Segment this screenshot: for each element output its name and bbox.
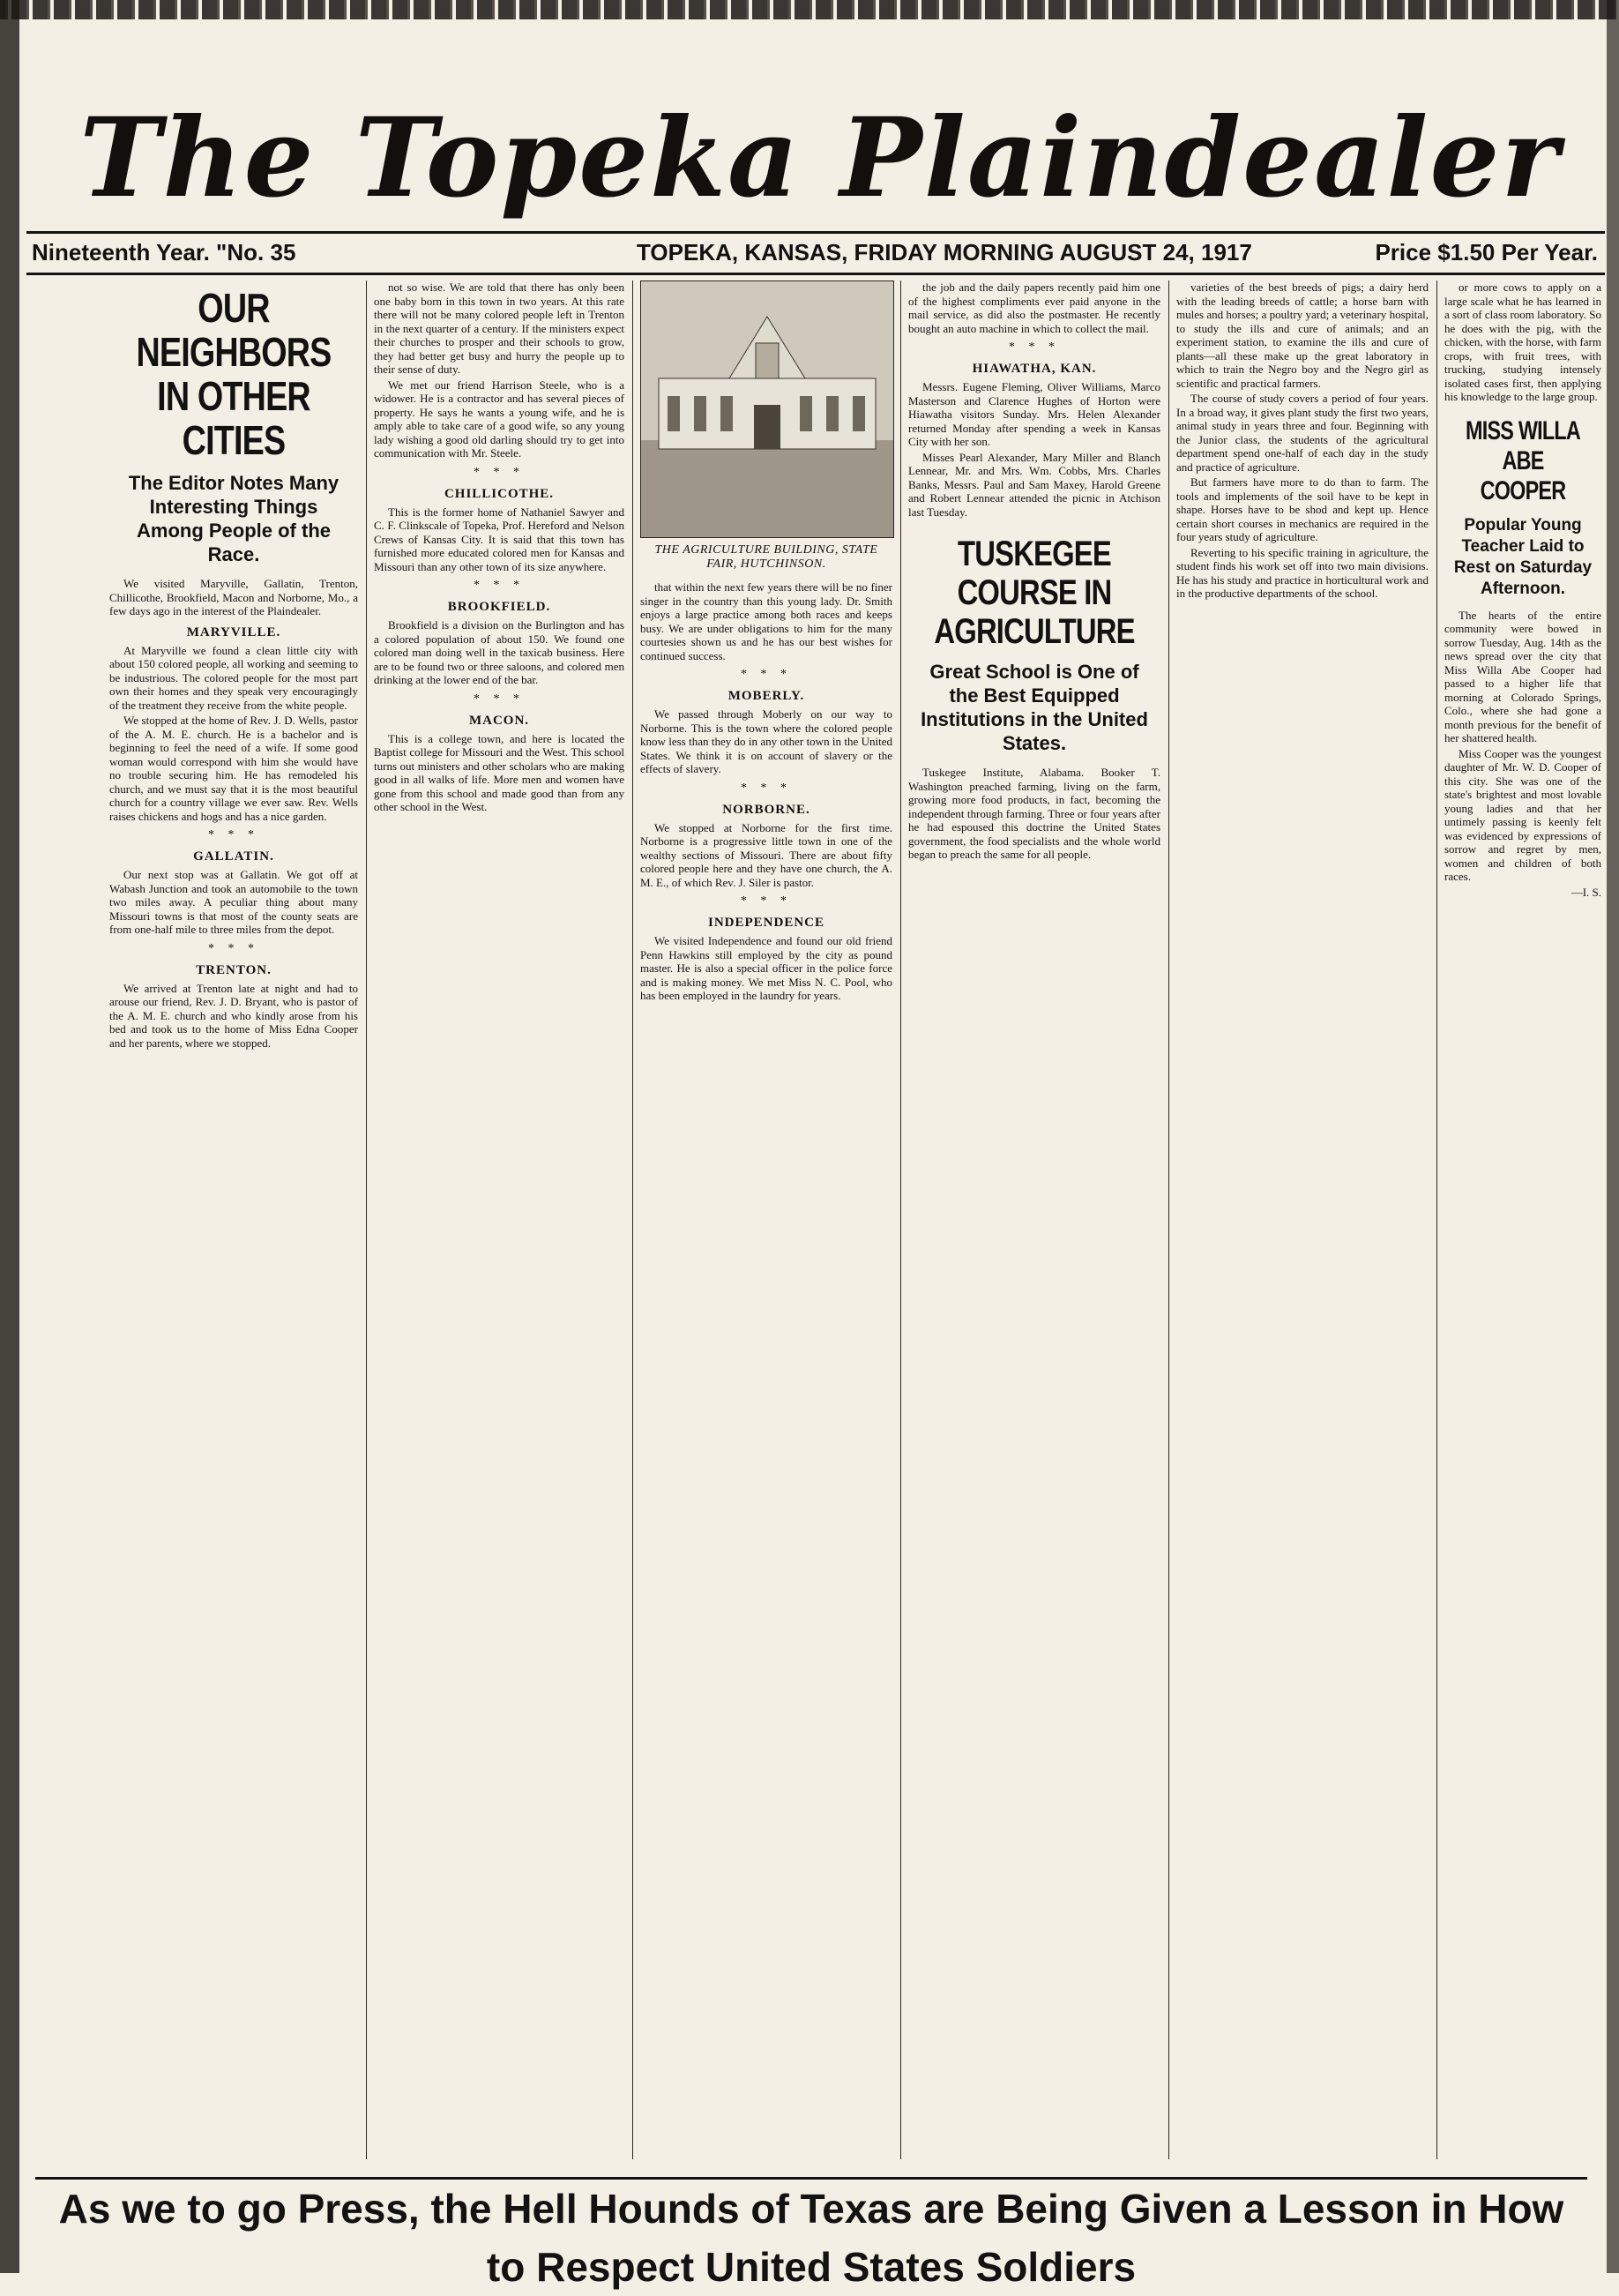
section-head-maryville: MARYVILLE. bbox=[186, 624, 281, 639]
bottom-headline: As we to go Press, the Hell Hounds of Texas are Being Given a Lesson in How to Respect United States Soldiers bbox=[58, 2186, 1564, 2290]
tuskegee-headline: TUSKEGEE COURSE IN AGRICULTURE bbox=[934, 535, 1135, 651]
separator-stars: * * * bbox=[1009, 340, 1060, 354]
article-paragraph: We met our friend Harrison Steele, who is a widower. He is a contractor and has several pieces of property. He says he wants a young wife, and he is amply able to take care of a good wife, so any young lady wishing a good old darling should try to get into communication with Mr. Steele. bbox=[374, 378, 624, 460]
section-head-chillicothe: CHILLICOTHE. bbox=[444, 486, 555, 501]
column-rule bbox=[632, 280, 633, 2159]
column-3 bbox=[635, 280, 898, 2159]
section-head-norborne: NORBORNE. bbox=[722, 802, 810, 817]
page-edge-left bbox=[0, 0, 19, 2273]
article-paragraph: The course of study covers a period of four years. In a broad way, it gives plant study the first two years, animal study in years three and four. Beginning with the Junior class, the students of the agricultural department spend one-half of each day in the study and practice of agriculture. bbox=[1176, 392, 1429, 474]
volume-number: Nineteenth Year. "No. 35 bbox=[32, 239, 296, 265]
article-paragraph: that within the next few years there will be no finer singer in the country than this young lady. Dr. Smith enjoys a large practice among both races and keeps busy. We are under obligations to him for the many courtesies shown us and he has our best wishes for continued success. bbox=[640, 580, 892, 662]
article-paragraph: Brookfield is a division on the Burlington and has a colored population of about 150. We found one colored man doing well in the taxicab business. Here are to be found two or three saloons, and colored men drinking at the lower end of the bar. bbox=[374, 618, 624, 686]
neighbors-subhead: The Editor Notes Many Interesting Things Among People of the Race. bbox=[128, 472, 339, 565]
section-head-moberly: MOBERLY. bbox=[727, 689, 805, 703]
bottom-banner bbox=[35, 2177, 1587, 2290]
signature: —I. S. bbox=[1571, 885, 1601, 899]
section-head-trenton: TRENTON. bbox=[196, 962, 272, 977]
cooper-subhead: Popular Young Teacher Laid to Rest on Saturday Afternoon. bbox=[1453, 515, 1593, 598]
article-paragraph: We stopped at Norborne for the first time. Norborne is a progressive little town in one of the wealthy sections of Missouri. There are about fifty colored people here and they have one church, the A. M. E., of which Rev. J. Siler is pastor. bbox=[640, 820, 892, 889]
article-paragraph: Messrs. Eugene Fleming, Oliver Williams, Marco Masterson and Clarence Hughes of Horton were Hiawatha visitors Sunday. Mrs. Helen Alexander returned Monday after spending a week in Kansas City with her son. bbox=[908, 380, 1160, 448]
column-2 bbox=[369, 280, 630, 2159]
column-rule bbox=[366, 280, 367, 2159]
column-6 bbox=[1439, 280, 1607, 2159]
column-1 bbox=[104, 280, 363, 2159]
article-paragraph: We stopped at the home of Rev. J. D. Wells, pastor of the A. M. E. church. He is a bachelor and is beginning to feel the need of a wife. If some good woman would correspond with him she would have no trouble securing him. He has remodeled his church, and we must say that it is the most beautiful church for a country village we ever saw. Rev. Wells raises chickens and hogs and has a nice garden. bbox=[109, 714, 358, 823]
dateline: TOPEKA, KANSAS, FRIDAY MORNING AUGUST 24, 1917 bbox=[637, 239, 1252, 265]
separator-stars: * * * bbox=[208, 828, 259, 841]
article-paragraph: This is a college town, and here is located the Baptist college for Missouri and the West. This school turns out ministers and other scholars who are making good in all walks of life. More men and women have gone from this school and made good than from any other school in the West. bbox=[374, 731, 624, 813]
separator-stars: * * * bbox=[741, 668, 792, 681]
photo-caption: THE AGRICULTURE BUILDING, STATE FAIR, HUTCHINSON. bbox=[654, 543, 878, 571]
cooper-headline: MISS WILLA ABE COOPER bbox=[1466, 415, 1580, 505]
neighbors-intro: We visited Maryville, Gallatin, Trenton, Chillicothe, Brookfield, Macon and Norborne, Mo., a few days ago in the interest of the Plaindealer. bbox=[109, 577, 358, 617]
article-paragraph: Miss Cooper was the youngest daughter of Mr. W. D. Cooper of this city. She was one of the state's brightest and most lovable young ladies and that her untimely passing is keenly felt was evidenced by expressions of sorrow and regret by men, women and children of both races. bbox=[1444, 746, 1601, 883]
agriculture-building-photo bbox=[640, 280, 894, 538]
column-rule bbox=[1168, 280, 1169, 2159]
separator-stars: * * * bbox=[474, 465, 525, 479]
article-paragraph: Reverting to his specific training in agriculture, the student finds his work set off into two main divisions. He has his study and practice in horticultural work and in the productive departments of the school. bbox=[1176, 545, 1429, 600]
column-5 bbox=[1171, 280, 1434, 2159]
subscription-price: Price $1.50 Per Year. bbox=[1375, 239, 1598, 265]
article-paragraph: or more cows to apply on a large scale what he has learned in a sort of class room laboratory. So he does with the pig, with the chicken, with the horse, with farm crops, with fruit trees, with trucking, studying intensely isolated cases first, then applying his knowledge to the large group. bbox=[1444, 280, 1601, 403]
section-head-macon: MACON. bbox=[468, 713, 530, 728]
article-paragraph: varieties of the best breeds of pigs; a dairy herd with the leading breeds of cattle; a horse barn with mules and horses; a poultry yard; a veterinary hospital, to study the ills and cure of animals; and an experiment station, to examine the ills and cure of plants—all these make up the great laboratory in which to train the Negro boy and the Negro girl as scientific and practical farmers. bbox=[1176, 280, 1429, 390]
article-paragraph: This is the former home of Nathaniel Sawyer and C. F. Clinkscale of Topeka, Prof. Hereford and Nelson Crews of Kansas City. It is said that this town has furnished more educated colored men for Kansas and Missouri than any other town of its size anywhere. bbox=[374, 505, 624, 573]
page-edge-right bbox=[1607, 0, 1619, 2273]
article-paragraph: But farmers have more to do than to farm. The tools and implements of the soil have to be kept in shape. Horses have to be shod and kept up. Hence certain short courses in mechanics are required in the four years study of agriculture. bbox=[1176, 475, 1429, 543]
article-paragraph: the job and the daily papers recently paid him one of the highest compliments ever paid anyone in the mail service, as did also the postmaster. He recently bought an auto machine in which to collect the mail. bbox=[908, 280, 1160, 335]
article-paragraph: We visited Independence and found our old friend Penn Hawkins still employed by the city as pound master. He is also a special officer in the police force and is making money. We met Miss N. C. Pool, who has been employed in the laundry for years. bbox=[640, 934, 892, 1002]
page-edge-top bbox=[0, 0, 1619, 19]
separator-stars: * * * bbox=[741, 781, 792, 795]
section-head-gallatin: GALLATIN. bbox=[193, 849, 274, 864]
article-paragraph: We arrived at Trenton late at night and had to arouse our friend, Rev. J. D. Bryant, who is pastor of the A. M. E. church and who kindly arose from his bed and took us to the home of Miss Edna Cooper and her parents, where we stopped. bbox=[109, 981, 358, 1050]
article-paragraph: The hearts of the entire community were bowed in sorrow Tuesday, Aug. 14th as the news spread over the city that Miss Willa Abe Cooper had passed to a higher life that morning at Colorado Springs, Colo., where she had gone a month previous for the benefit of her shattered health. bbox=[1444, 608, 1601, 744]
separator-stars: * * * bbox=[474, 579, 525, 592]
building-illustration bbox=[641, 281, 893, 537]
masthead-title: The Topeka Plaindealer bbox=[79, 94, 1561, 222]
column-rule bbox=[1436, 280, 1437, 2159]
dateline-bar bbox=[26, 231, 1605, 275]
section-head-brookfield: BROOKFIELD. bbox=[447, 600, 551, 614]
column-rule bbox=[900, 280, 901, 2159]
separator-stars: * * * bbox=[474, 692, 525, 706]
section-head-independence: INDEPENDENCE bbox=[707, 916, 824, 930]
article-paragraph: Our next stop was at Gallatin. We got off at Wabash Junction and took an automobile to the town two miles away. A peculiar thing about many Missouri towns is that most of the county seats are from one-half mile to three miles from the depot. bbox=[109, 868, 358, 936]
column-4 bbox=[903, 280, 1166, 2159]
neighbors-headline: OUR NEIGHBORS IN OTHER CITIES bbox=[136, 285, 332, 463]
separator-stars: * * * bbox=[208, 941, 259, 955]
tuskegee-subhead: Great School is One of the Best Equipped Institutions in the United States. bbox=[921, 661, 1148, 754]
article-paragraph: Misses Pearl Alexander, Mary Miller and Blanch Lennear, Mr. and Mrs. Wm. Cobbs, Mrs. Charles Banks, Messrs. Paul and Sam Maxey, Harold Greene and Robert Lennear attended the picnic in Atchison last Tuesday. bbox=[908, 450, 1160, 519]
section-head-hiawatha: HIAWATHA, KAN. bbox=[972, 362, 1097, 376]
article-paragraph: At Maryville we found a clean little city with about 150 colored people, all working and seeming to be industrious. The colored people for the most part own their homes and they speak very encouragingly of the treatment they receive from the white people. bbox=[109, 643, 358, 712]
masthead bbox=[53, 93, 1587, 225]
article-paragraph: Tuskegee Institute, Alabama. Booker T. Washington preached farming, living on the farm, growing more food products, in fact, becoming the independent through farming. Three or four years after he had espoused this doctrine the United States government, the food specialists and the whole world began to preach the same for all people. bbox=[908, 766, 1160, 861]
article-paragraph: We passed through Moberly on our way to Norborne. This is the town where the colored people know less than they do in any other town in the United States. We think it is on account of slavery or the effects of slavery. bbox=[640, 707, 892, 775]
article-paragraph: not so wise. We are told that there has only been one baby born in this town in two years. At this rate there will not be many colored people left in Trenton in the next quarter of a century. If the ministers expect their churches to prosper and their schools to grow, they had better get busy and hurry the people up to their sense of duty. bbox=[374, 280, 624, 376]
separator-stars: * * * bbox=[741, 894, 792, 908]
